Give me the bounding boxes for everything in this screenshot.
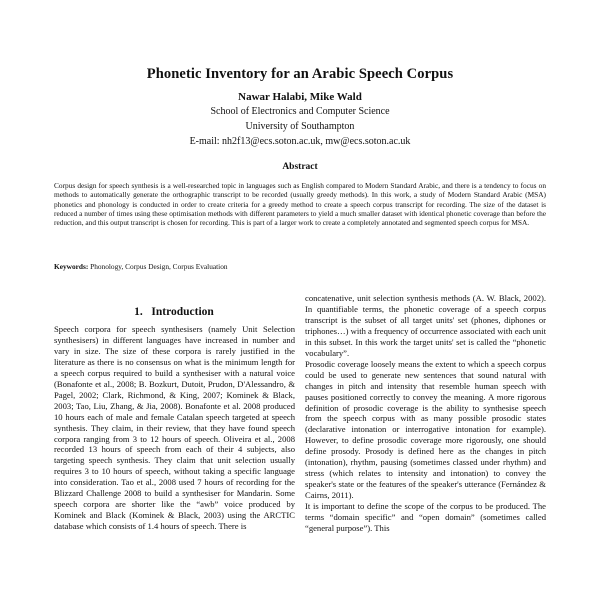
right-paragraph-1: concatenative, unit selection synthesis methods (A. W. Black, 2002). In quantifiable terms, the phonetic coverage of a speech corpus transcript is the subset of all target units' set (phones, diphones or triphones…) with a frequency of occurrence associated with each unit in this subset. In this work the target units' set is called the “phonetic vocabulary”. <box>305 293 546 358</box>
right-paragraph-2: Prosodic coverage loosely means the extent to which a speech corpus could be used to generate new sentences that sound natural with changes in pitch and intensity that resemble human speech with pauses positioned correctly to convey the meaning. A more rigorous definition of prosodic coverage is the ability to synthesise speech from the speech corpus with as many possible prosodic states (declarative intonation or interrogative intonation for example). However, to define prosodic coverage more rigorously, one should define prosody. Prosody is defined here as the changes in pitch (intonation), rhythm, pausing (sometimes classed under rhythm) and stress (which relates to intensity and intonation) to convey the speaker's state or the features of the speaker's utterance (Fernández & Cairns, 2011). <box>305 358 546 501</box>
right-paragraph-3: It is important to define the scope of the corpus to be produced. The terms “domain specific” and “open domain” (sometimes called “general purpose”). This <box>305 501 546 534</box>
left-column <box>54 324 295 532</box>
right-column <box>305 293 546 534</box>
abstract-body: Corpus design for speech synthesis is a well-researched topic in languages such as English compared to Modern Standard Arabic, and there is a tendency to focus on methods to automatically generate the orthographic transcript to be recorded (usually greedy methods). In this work, a study of Modern Standard Arabic (MSA) phonetics and phonology is conducted in order to create criteria for a greedy method to create a speech corpus transcript for recording. The size of the dataset is reduced a number of times using these optimisation methods with different parameters to yield a much smaller dataset with identical phonetic coverage than before the reduction, and this output transcript is chosen for recording. This is part of a larger work to create a completely annotated and segmented speech corpus for MSA. <box>54 181 546 228</box>
paper-title: Phonetic Inventory for an Arabic Speech Corpus <box>146 66 454 82</box>
keywords-text: Phonology, Corpus Design, Corpus Evaluation <box>90 262 228 271</box>
affiliation-email: E-mail: nh2f13@ecs.soton.ac.uk, mw@ecs.soton.ac.uk <box>189 136 411 147</box>
section-heading-introduction: 1. Introduction <box>134 306 214 318</box>
keywords-label: Keywords: <box>54 262 89 271</box>
intro-paragraph-left: Speech corpora for speech synthesisers (namely Unit Selection synthesisers) in different languages have increased in number and vary in size. The size of these corpora is rarely justified in the literature as there is no consensus on what is the minimum length for a speech corpus required to build a synthesiser with a natural voice (Bonafonte et al., 2008; B. Bozkurt, Dutoit, Prudon, D'Alessandro, & Pagel, 2002; Clark, Richmond, & King, 2007; Kominek & Black, 2003; Tao, Liu, Zhang, & Jia, 2008). Bonafonte et al. 2008 produced 10 hours each of male and female Catalan speech targeted at speech synthesis. They claim, in their review, that they have found speech corpora ranging from 3 to 12 hours of speech. Oliveira et al., 2008 recorded 13 hours of speech from each of their 4 subjects, also targeting speech synthesis. They claim that unit selection usually requires 3 to 10 hours of speech, without taking a specific language into consideration. Tao et al., 2008 used 7 hours of recording for the Blizzard Challenge 2008 to build a synthesiser for Mandarin. Some speech corpora are shorter like the “awb” voice produced by Kominek and Black (Kominek & Black, 2003) using the ARCTIC database which consists of 1.4 hours of speech. There is <box>54 324 295 532</box>
abstract-heading: Abstract <box>282 162 318 172</box>
keywords-line <box>54 262 546 271</box>
paper-authors: Nawar Halabi, Mike Wald <box>238 91 362 103</box>
affiliation-university: University of Southampton <box>245 121 355 132</box>
affiliation-department: School of Electronics and Computer Science <box>210 106 390 117</box>
